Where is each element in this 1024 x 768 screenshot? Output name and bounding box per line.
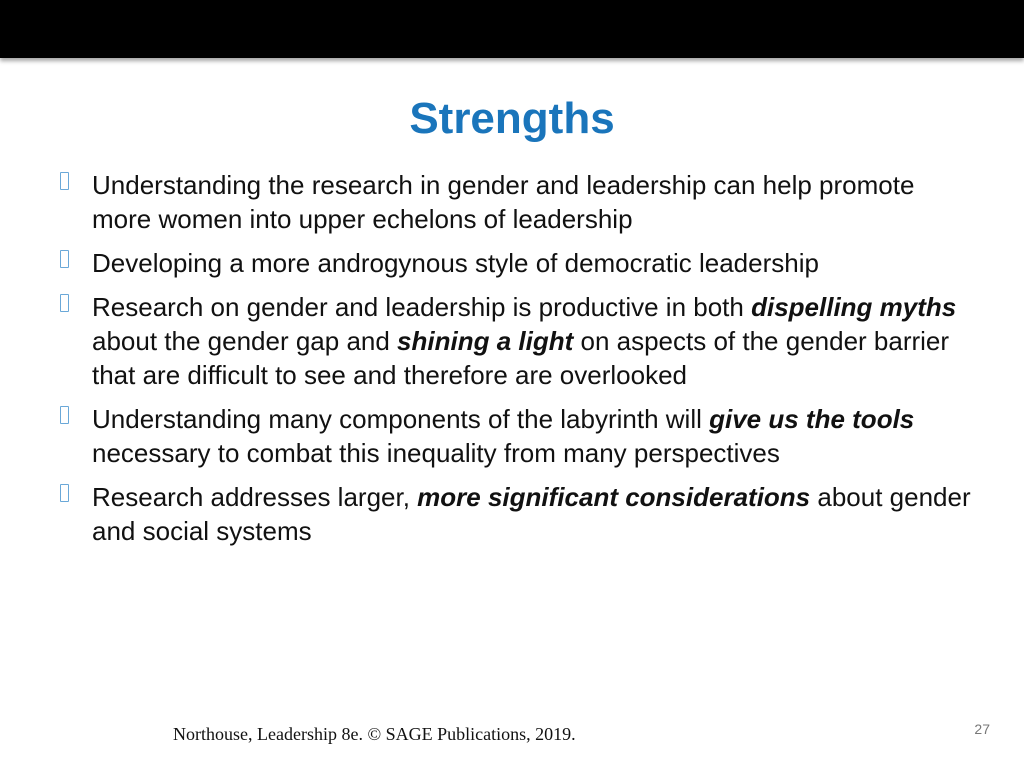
bullet-marker-icon — [60, 172, 69, 190]
bullet-text: on aspects of the gender barrier that are difficult to see and therefore are overlooked — [92, 326, 950, 390]
top-bar — [0, 0, 1024, 58]
bullet-item — [56, 246, 976, 280]
bullet-marker-icon — [60, 294, 69, 312]
bullet-text: about the gender gap and — [92, 326, 398, 356]
bullet-emphasis-text: more significant considerations — [417, 482, 811, 512]
bullet-marker-icon — [60, 406, 69, 424]
bullet-text: Understanding the research in gender and leadership can help promote more women into upper echelons of leadership — [92, 170, 915, 234]
bullet-item — [56, 168, 976, 236]
footer-citation: Northouse, Leadership 8e. © SAGE Publications, 2019. — [173, 724, 576, 744]
bullet-text: Developing a more androgynous style of democratic leadership — [92, 248, 819, 278]
page-number: 27 — [974, 721, 990, 737]
bullet-marker-icon — [60, 484, 69, 502]
bullet-text: Understanding many components of the labyrinth will — [92, 404, 710, 434]
bullet-item — [56, 480, 976, 548]
slide-title: Strengths — [409, 94, 615, 143]
bullet-text: necessary to combat this inequality from many perspectives — [92, 438, 780, 468]
bullet-marker-icon — [60, 250, 69, 268]
bullet-emphasis-text: shining a light — [397, 326, 574, 356]
bullet-item — [56, 290, 976, 392]
bullet-text: about gender and social systems — [92, 482, 971, 546]
bullet-text: Research on gender and leadership is productive in both — [92, 292, 752, 322]
bullet-text: Research addresses larger, — [92, 482, 418, 512]
bullet-list — [56, 168, 976, 558]
bullet-emphasis-text: dispelling myths — [751, 292, 957, 322]
bullet-item — [56, 402, 976, 470]
bullet-emphasis-text: give us the tools — [709, 404, 915, 434]
